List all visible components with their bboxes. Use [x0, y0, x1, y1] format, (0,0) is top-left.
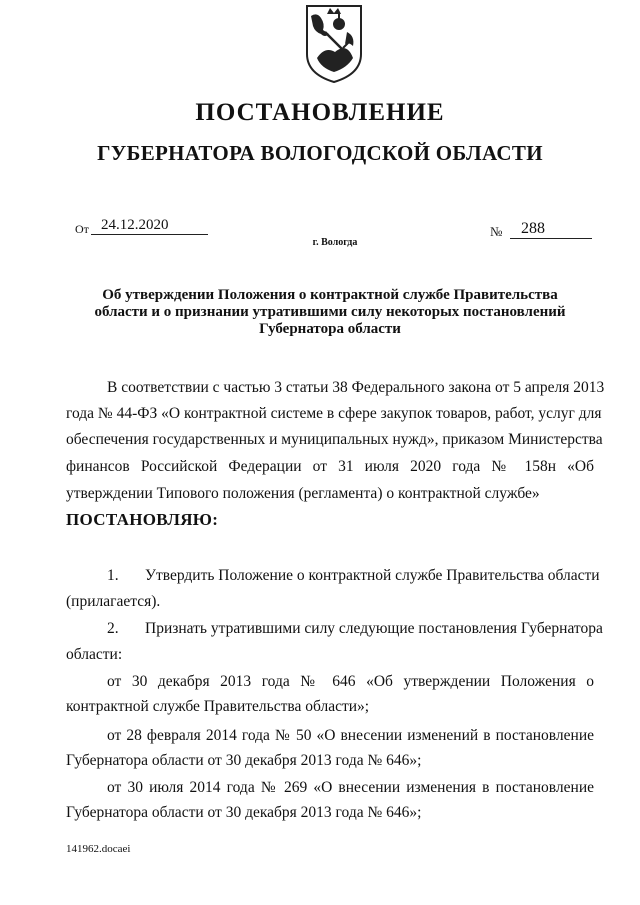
item-text-continued: области:	[66, 646, 123, 663]
sub-item-text-continued: контрактной службе Правительства области»;	[66, 698, 370, 715]
date-prefix: От	[75, 222, 89, 236]
sub-item-text-continued: Губернатора области от 30 декабря 2013 года № 646»;	[66, 752, 422, 769]
preamble-line: года № 44-ФЗ «О контрактной системе в сфере закупок товаров, работ, услуг для	[66, 405, 602, 422]
item-text-continued: (прилагается).	[66, 593, 161, 610]
item-text: Признать утратившими силу следующие постановления Губернатора	[145, 620, 603, 637]
heading-line: Об утверждении Положения о контрактной службе Правительства	[102, 287, 558, 303]
decree-word: ПОСТАНОВЛЯЮ:	[66, 510, 219, 529]
document-title: ПОСТАНОВЛЕНИЕ	[195, 99, 445, 126]
sub-item-text: от 30 июля 2014 года № 269 «О внесении изменения в постановление	[107, 779, 594, 796]
heading-line: области и о признании утратившими силу некоторых постановлений	[94, 304, 566, 320]
sub-item-text-continued: Губернатора области от 30 декабря 2013 года № 646»;	[66, 804, 422, 821]
document-number: 288	[510, 220, 592, 239]
preamble-line: В соответствии с частью 3 статьи 38 Федерального закона от 5 апреля 2013	[107, 379, 605, 396]
document-heading	[80, 287, 580, 338]
file-code: 141962.docaei	[66, 843, 131, 855]
city-label: г. Вологда	[312, 237, 358, 248]
preamble-line: обеспечения государственных и муниципальных нужд», приказом Министерства	[66, 431, 603, 448]
preamble-line: утверждении Типового положения (регламента) о контрактной службе»	[66, 485, 540, 502]
preamble-line: финансов Российской Федерации от 31 июля 2020 года № 158н «Об	[66, 458, 594, 475]
heading-line: Губернатора области	[259, 321, 401, 337]
coat-of-arms-emblem	[303, 2, 365, 84]
item-number: 1.	[107, 567, 119, 584]
sub-item-text: от 28 февраля 2014 года № 50 «О внесении изменений в постановление	[107, 727, 594, 744]
item-number: 2.	[107, 620, 119, 637]
document-subtitle: ГУБЕРНАТОРА ВОЛОГОДСКОЙ ОБЛАСТИ	[97, 141, 543, 165]
item-text: Утвердить Положение о контрактной службе Правительства области	[145, 567, 600, 584]
document-date: 24.12.2020	[91, 216, 208, 235]
number-prefix: №	[490, 224, 503, 239]
sub-item-text: от 30 декабря 2013 года № 646 «Об утверждении Положения о	[107, 673, 594, 690]
